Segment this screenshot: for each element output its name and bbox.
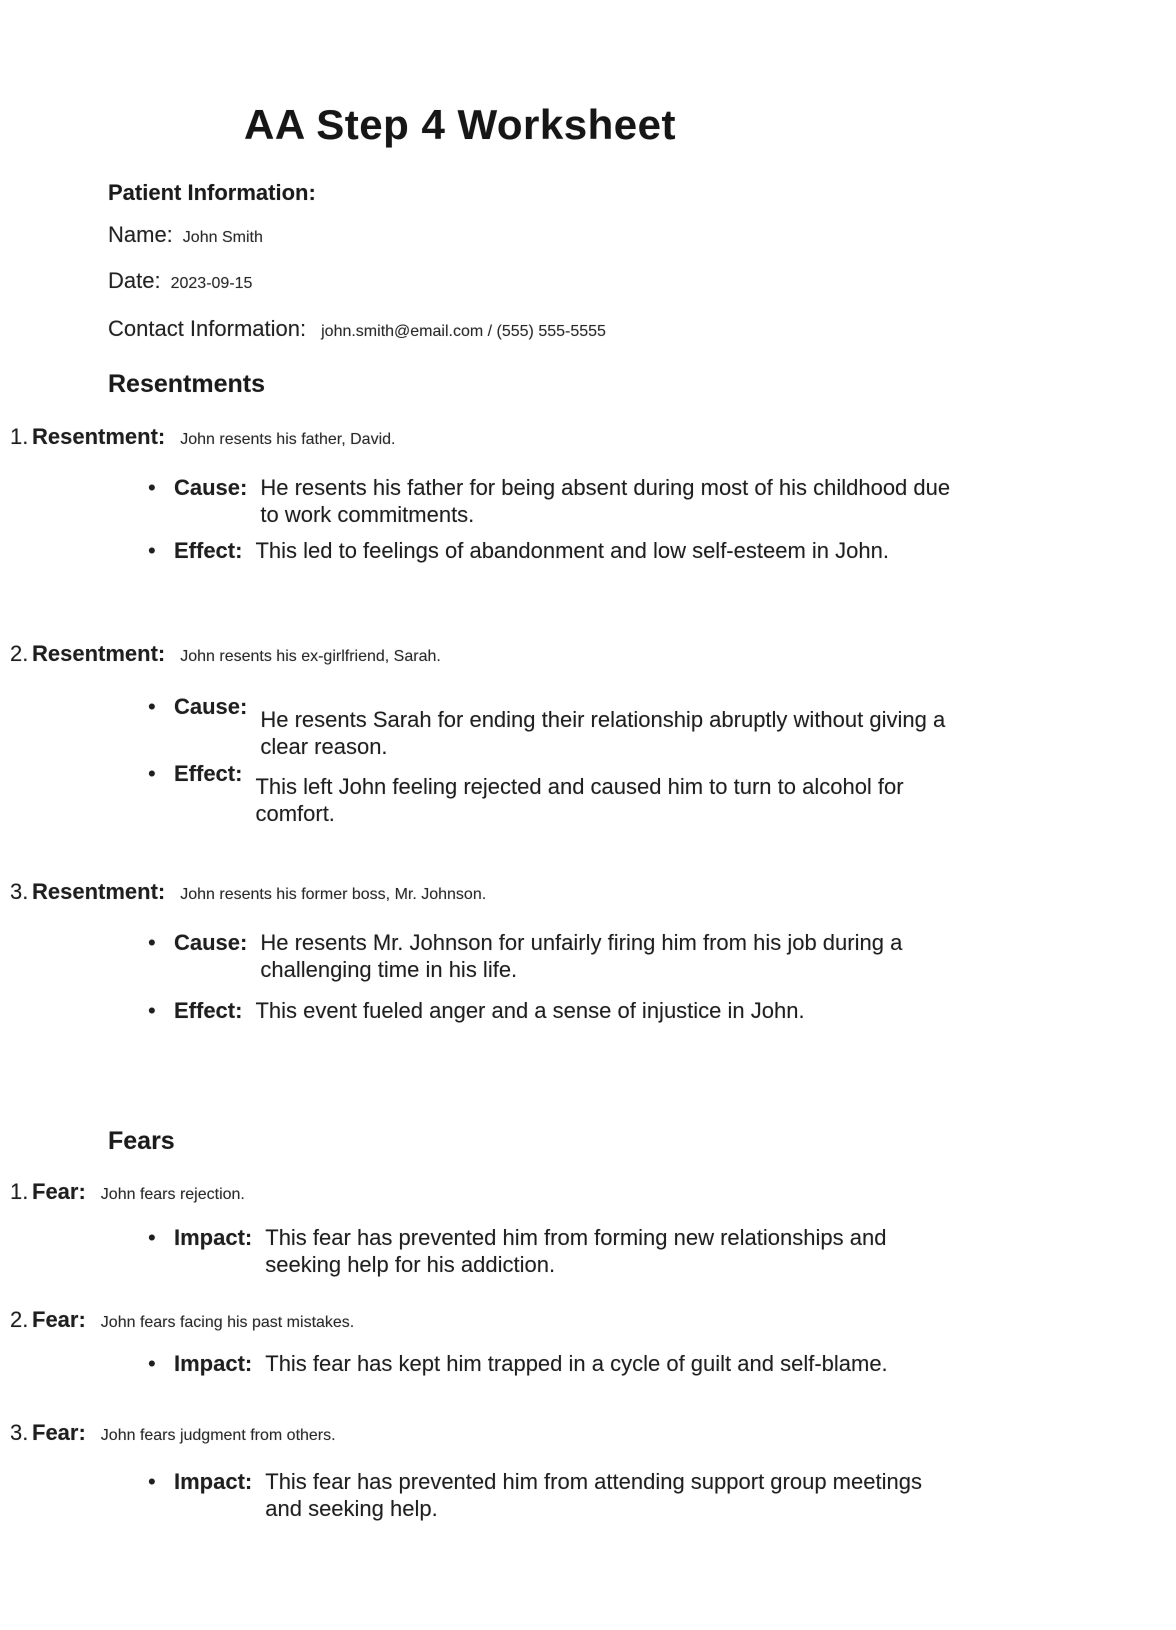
effect-value: This left John feeling rejected and caused him to turn to alcohol for comfort. (255, 774, 904, 826)
effect-label: Effect: (174, 761, 243, 786)
impact-row (148, 1224, 1176, 1278)
item-number: 1. (10, 424, 29, 449)
effect-value: This led to feelings of abandonment and low self-esteem in John. (255, 538, 889, 563)
impact-value: This fear has prevented him from attending support group meetings and seeking help. (265, 1469, 922, 1521)
resentment-label: Resentment: (32, 879, 166, 904)
patient-information-section (0, 180, 1176, 345)
resentment-1-head (10, 424, 930, 453)
cause-value: He resents his father for being absent during most of his childhood due to work commitments. (260, 475, 951, 527)
fear-value: John fears judgment from others. (100, 1427, 336, 1444)
impact-label: Impact: (174, 1469, 253, 1494)
impact-label: Impact: (174, 1351, 253, 1376)
cause-label: Cause: (174, 475, 248, 500)
bullet-icon: • (148, 1225, 156, 1250)
effect-label: Effect: (174, 538, 243, 563)
cause-label: Cause: (174, 930, 248, 955)
resentment-value: John resents his father, David. (180, 431, 396, 448)
effect-row (148, 760, 1176, 827)
contact-field (108, 316, 1176, 345)
resentment-item-3 (0, 879, 1176, 1024)
fear-value: John fears rejection. (100, 1186, 245, 1203)
fear-item-1 (0, 1179, 1176, 1278)
bullet-icon: • (148, 930, 156, 955)
item-number: 3. (10, 879, 29, 904)
name-value: John Smith (182, 229, 263, 246)
cause-value: He resents Sarah for ending their relationship abruptly without giving a clear reason. (260, 707, 946, 759)
item-number: 1. (10, 1179, 29, 1204)
name-label: Name: (108, 222, 173, 247)
fear-label: Fear: (32, 1307, 86, 1332)
fear-item-2 (0, 1307, 1176, 1377)
name-field (108, 222, 1176, 251)
resentment-3-head (10, 879, 930, 908)
impact-label: Impact: (174, 1225, 253, 1250)
item-number: 3. (10, 1420, 29, 1445)
fear-label: Fear: (32, 1420, 86, 1445)
resentment-label: Resentment: (32, 424, 166, 449)
cause-row (148, 929, 1176, 983)
fears-section (0, 1126, 1176, 1522)
impact-value: This fear has kept him trapped in a cycle of guilt and self-blame. (265, 1351, 888, 1376)
impact-value: This fear has prevented him from forming new relationships and seeking help for his addiction. (265, 1225, 887, 1277)
bullet-icon: • (148, 1469, 156, 1494)
cause-value: He resents Mr. Johnson for unfairly firing him from his job during a challenging time in his life. (260, 930, 903, 982)
bullet-icon: • (148, 761, 156, 786)
bullet-icon: • (148, 998, 156, 1023)
effect-row (148, 537, 1176, 564)
fear-value: John fears facing his past mistakes. (100, 1314, 355, 1331)
cause-row (148, 693, 1176, 760)
resentment-item-2 (0, 641, 1176, 827)
date-field (108, 268, 1176, 297)
bullet-icon: • (148, 475, 156, 500)
fear-item-3 (0, 1420, 1176, 1522)
resentment-value: John resents his ex-girlfriend, Sarah. (180, 648, 441, 665)
bullet-icon: • (148, 694, 156, 719)
effect-label: Effect: (174, 998, 243, 1023)
resentment-label: Resentment: (32, 641, 166, 666)
resentment-2-head (10, 641, 930, 670)
item-number: 2. (10, 1307, 29, 1332)
fears-heading: Fears (108, 1127, 175, 1155)
fear-2-head (10, 1307, 930, 1336)
contact-label: Contact Information: (108, 316, 307, 341)
contact-value: john.smith@email.com / (555) 555-5555 (321, 323, 606, 340)
bullet-icon: • (148, 1351, 156, 1376)
patient-information-heading: Patient Information: (108, 180, 316, 205)
page-title: AA Step 4 Worksheet (244, 101, 676, 148)
impact-row (148, 1468, 1176, 1522)
impact-row (148, 1350, 1176, 1377)
effect-row (148, 997, 1176, 1024)
resentment-value: John resents his former boss, Mr. Johnson. (180, 886, 487, 903)
resentment-item-1 (0, 424, 1176, 564)
effect-value: This event fueled anger and a sense of injustice in John. (255, 998, 805, 1023)
cause-row (148, 474, 1176, 528)
fear-1-head (10, 1179, 930, 1208)
resentments-section (0, 369, 1176, 1024)
date-value: 2023-09-15 (170, 275, 253, 292)
date-label: Date: (108, 268, 161, 293)
fear-3-head (10, 1420, 930, 1449)
resentments-heading: Resentments (108, 370, 265, 398)
cause-label: Cause: (174, 694, 248, 719)
bullet-icon: • (148, 538, 156, 563)
item-number: 2. (10, 641, 29, 666)
fear-label: Fear: (32, 1179, 86, 1204)
